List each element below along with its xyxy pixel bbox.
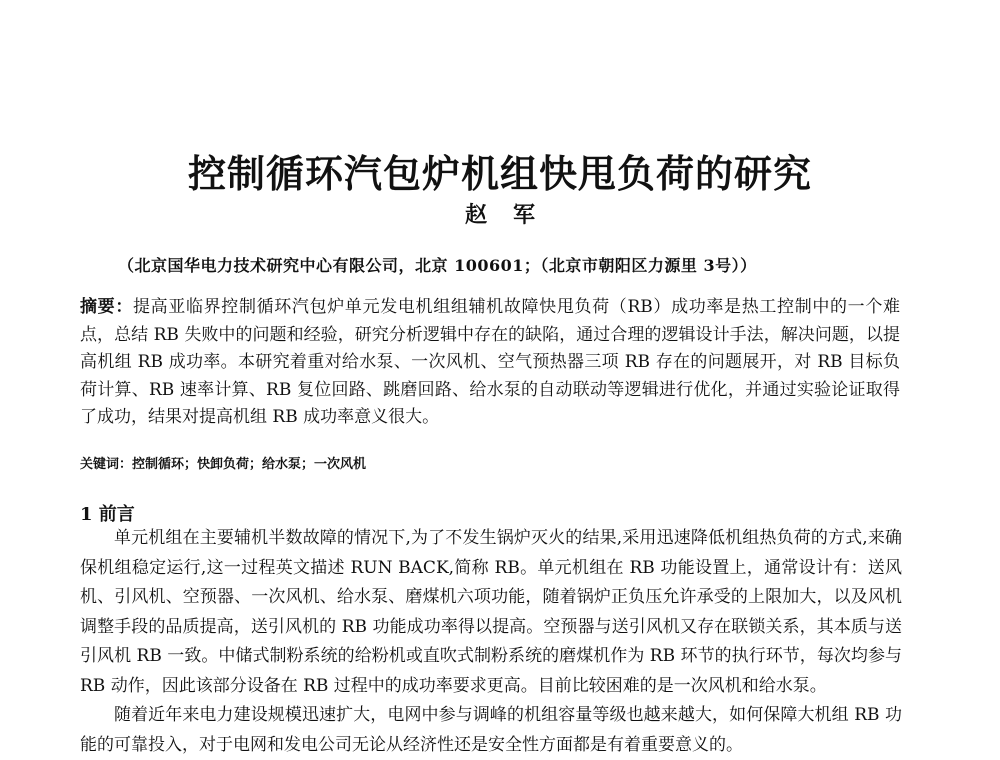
abstract	[80, 294, 900, 432]
section-heading: 1 前言	[80, 504, 135, 525]
author-name: 赵军	[464, 202, 561, 228]
paper-title: 控制循环汽包炉机组快甩负荷的研究	[187, 152, 812, 197]
keywords-text: 控制循环；快卸负荷；给水泵；一次风机	[132, 457, 367, 472]
keywords	[80, 453, 900, 472]
author-affiliation: （北京国华电力技术研究中心有限公司，北京 100601；（北京市朝阳区力源里 3号））	[118, 256, 757, 275]
paragraph: 单元机组在主要辅机半数故障的情况下,为了不发生锅炉灭火的结果,采用迅速降低机组热负荷的方式,来确保机组稳定运行,这一过程英文描述 RUN BACK,简称 RB。单元机组在 RB 功能设置上，通常设计有：送风机、引风机、空预器、一次风机、给水泵、磨煤机六项功能，随着锅炉正负压允许承受的上限加大，以及风机调整手段的品质提高，送引风机的 RB 功能成功率得以提高。空预器与送引风机又存在联锁关系，其本质与送引风机 RB 一致。中储式制粉系统的给粉机或直吹式制粉系统的磨煤机作为 RB 环节的执行环节，每次均参与 RB 动作，因此该部分设备在 RB 过程中的成功率要求更高。目前比较困难的是一次风机和给水泵。	[80, 528, 902, 696]
abstract-text: 提高亚临界控制循环汽包炉单元发电机组组辅机故障快甩负荷（RB）成功率是热工控制中的一个难点，总结 RB 失败中的问题和经验，研究分析逻辑中存在的缺陷，通过合理的逻辑设计手法，解决问题，以提高机组 RB 成功率。本研究着重对给水泵、一次风机、空气预热器三项 RB 存在的问题展开，对 RB 目标负荷计算、RB 速率计算、RB 复位回路、跳磨回路、给水泵的自动联动等逻辑进行优化，并通过实验论证取得了成功，结果对提高机组 RB 成功率意义很大。	[80, 297, 900, 428]
keywords-label: 关键词：	[80, 457, 133, 472]
paragraph: 随着近年来电力建设规模迅速扩大，电网中参与调峰的机组容量等级也越来越大，如何保障大机组 RB 功能的可靠投入，对于电网和发电公司无论从经济性还是安全性方面都是有着重要意义的。	[80, 705, 902, 755]
body-text	[80, 524, 902, 760]
abstract-label: 摘要：	[80, 297, 133, 317]
